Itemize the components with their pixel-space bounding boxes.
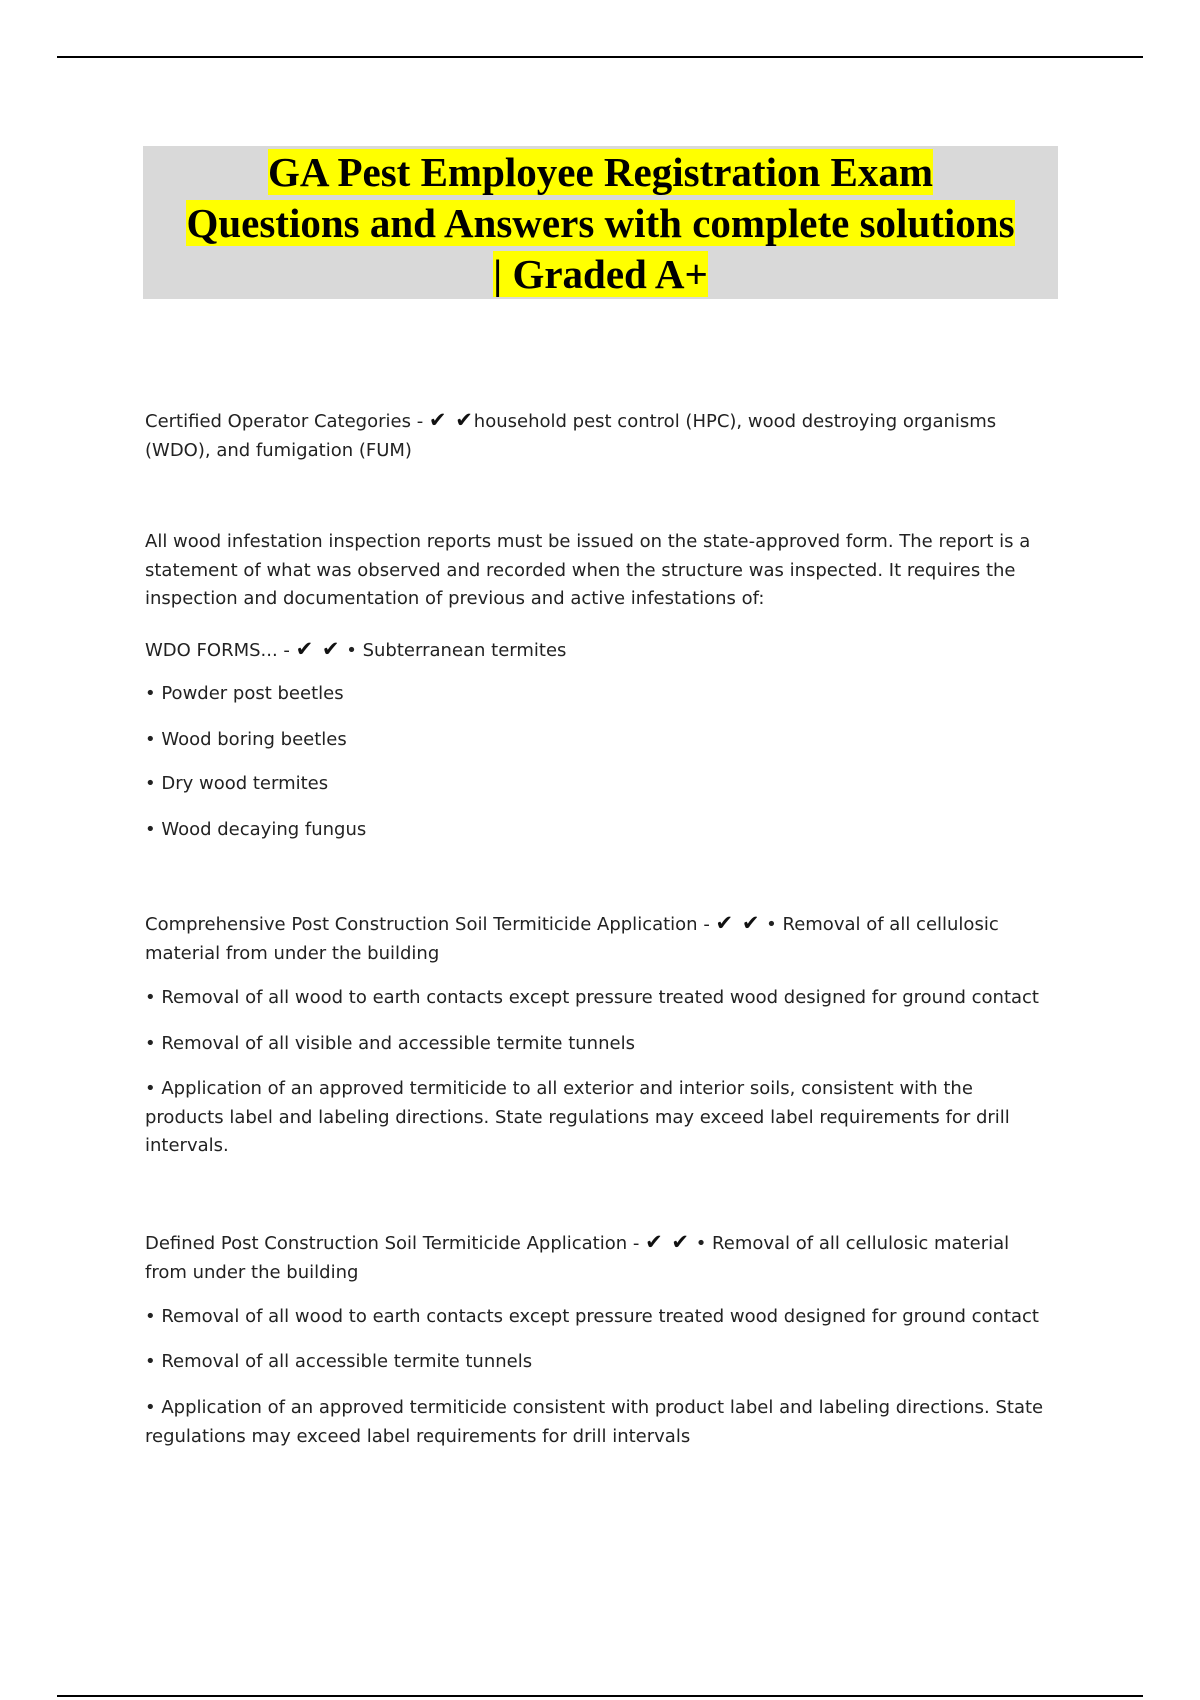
title-line-3: | Graded A+: [493, 251, 708, 297]
title-line-1: GA Pest Employee Registration Exam: [267, 149, 934, 195]
answer-text: • Subterranean termites: [346, 640, 567, 661]
question-text: Certified Operator Categories -: [145, 411, 429, 432]
list-item: • Removal of all visible and accessible termite tunnels: [145, 1033, 635, 1054]
answer-text: • Removal of all cellulosic material from under the building: [145, 914, 999, 964]
title-line-2: Questions and Answers with complete solutions: [186, 200, 1015, 246]
qa-defined-post-construction: [145, 1228, 1050, 1287]
list-item: • Application of an approved termiticide consistent with product label and labeling directions. State regulations may exceed label requirements for drill intervals: [145, 1397, 1044, 1447]
question-text: Defined Post Construction Soil Termiticide Application -: [145, 1233, 646, 1254]
qa-comprehensive-post-construction: [145, 909, 1050, 968]
list-item: • Removal of all wood to earth contacts except pressure treated wood designed for ground contact: [145, 987, 1039, 1008]
document-title: [143, 146, 1058, 299]
qa-wdo-forms: [145, 635, 1050, 666]
wdo-forms-intro: All wood infestation inspection reports must be issued on the state-approved form. The report is a statement of what was observed and recorded when the structure was inspected. It requires the inspection and documentation of previous and active infestations of:: [145, 531, 1031, 609]
answer-text: • Removal of all cellulosic material from under the building: [145, 1233, 1010, 1283]
list-item: • Dry wood termites: [145, 773, 329, 794]
double-check-icon: ✔ ✔: [645, 1230, 690, 1254]
double-check-icon: ✔ ✔: [715, 911, 761, 935]
footer-rule: [57, 1695, 1143, 1697]
double-check-icon: ✔ ✔: [295, 637, 341, 661]
list-item: • Removal of all wood to earth contacts except pressure treated wood designed for ground contact: [145, 1306, 1039, 1327]
list-item: • Wood boring beetles: [145, 729, 347, 750]
qa-certified-operator-categories: [145, 406, 1050, 465]
list-item: • Application of an approved termiticide to all exterior and interior soils, consistent with the products label and labeling directions. State regulations may exceed label requirements for drill intervals.: [145, 1078, 1010, 1156]
list-item: • Wood decaying fungus: [145, 819, 367, 840]
header-rule: [57, 56, 1143, 58]
list-item: • Removal of all accessible termite tunnels: [145, 1351, 533, 1372]
list-item: • Powder post beetles: [145, 683, 344, 704]
question-text: Comprehensive Post Construction Soil Termiticide Application -: [145, 914, 716, 935]
double-check-icon: ✔ ✔: [428, 408, 474, 432]
question-text: WDO FORMS... -: [145, 640, 296, 661]
answer-text: household pest control (HPC), wood destroying organisms (WDO), and fumigation (FUM): [145, 411, 997, 461]
